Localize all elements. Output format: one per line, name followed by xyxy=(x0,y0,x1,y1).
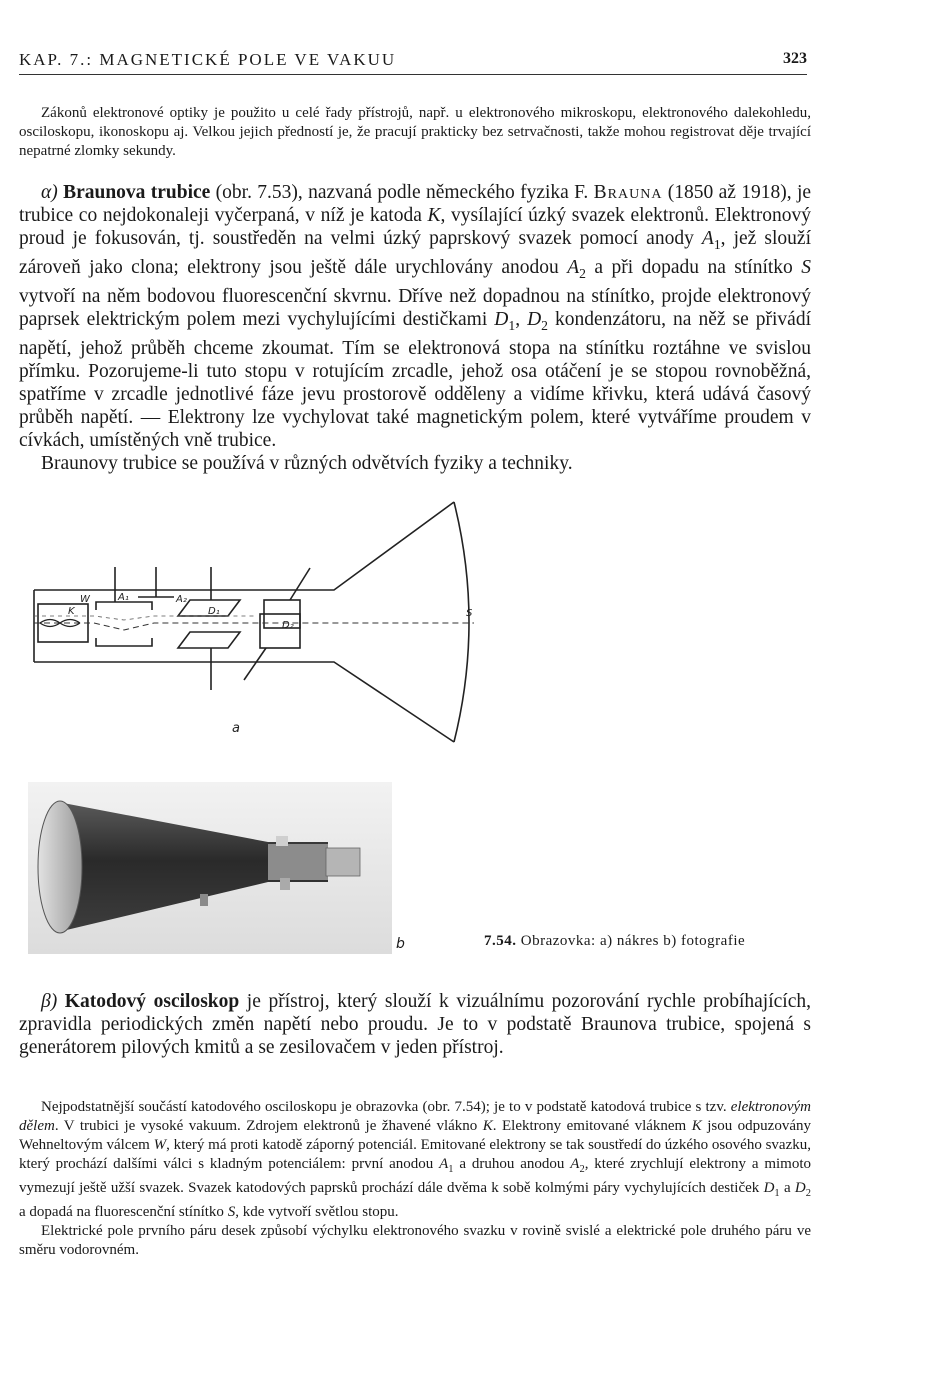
beta-marker: β) xyxy=(41,991,58,1012)
label-b: b xyxy=(396,936,405,952)
beta-term: Katodový osciloskop xyxy=(64,991,240,1012)
label-k: K xyxy=(68,606,75,617)
anode-a1 xyxy=(96,602,152,610)
deflection-plate-d2-back xyxy=(260,614,300,648)
section-alpha xyxy=(19,181,811,475)
section-beta xyxy=(19,990,811,1059)
physicist-name: Brauna xyxy=(593,182,663,203)
alpha-paragraph: α) Braunova trubice (obr. 7.53), nazvaná podle německého fyzika F. Brauna (1850 až 1918), je trubice co nejdokonaleji vyčerpaná, v níž je katoda K, vysílající úzký svazek elektronů. Elektronový proud je fokusován, tj. soustředěn na velmi úzký paprskový svazek pomocí anody $A_1$, jež slouží zároveň jako clona; elektrony jsou ještě dále urychlovány anodou $A_2$ a při dopadu na stínítko S vytvoří na něm bodovou fluorescenční skvrnu. Dříve než dopadnou na stínítko, projde elektronový paprsek elektrickým polem mezi vychylujícími destičkami $D_1$, $D_2$ kondenzátoru, na něž se přivádí napětí, jehož průběh chceme zkoumat. Tím se elektronová stopa na stínítku roztáhne ve svislou přímku. Pozorujeme-li tuto stopu v rotujícím zrcadle, jehož osa otáčení je se stopou rovnoběžná, spatříme v zrcadle jednotlivé fáze jevu prostorově odděleny a vidíme křivku, která udává časový průběh napětí. — Elektrony lze vychylovat také magnetickým polem, které vytváříme proudem v cívkách, umístěných vně trubice. xyxy=(19,182,812,451)
braun-tube-diagram xyxy=(14,492,494,752)
notes xyxy=(19,1098,811,1260)
label-d2: D₂ xyxy=(282,620,294,631)
tube-outline-top xyxy=(34,502,454,590)
alpha-marker: α) xyxy=(41,182,58,203)
label-w: W xyxy=(80,594,90,605)
caption-number: 7.54. xyxy=(484,933,517,949)
electron-beam xyxy=(34,623,474,630)
alpha-second-paragraph: Braunovy trubice se používá v různých odvětvích fyziky a techniky. xyxy=(41,452,573,474)
tube-outline-bottom xyxy=(34,662,454,742)
notes-paragraph-2: Elektrické pole prvního páru desek způsobí výchylku elektronového svazku v rovině svislé a elektrické pole druhého páru ve směru vodorovném. xyxy=(19,1223,811,1258)
tube-screen-face xyxy=(38,801,82,933)
caption-text: Obrazovka: a) nákres b) fotografie xyxy=(520,933,746,949)
deflection-plate-d1-bottom xyxy=(178,632,240,648)
running-title: KAP. 7.: MAGNETICKÉ POLE VE VAKUU xyxy=(19,50,397,69)
tube-photograph xyxy=(28,782,392,954)
label-a2: A₂ xyxy=(176,594,187,605)
label-s: S xyxy=(466,608,473,619)
alpha-term: Braunova trubice xyxy=(63,182,211,203)
notes-paragraph-1: Nejpodstatnější součástí katodového osciloskopu je obrazovka (obr. 7.54); je to v podstatě katodová trubice s tzv. elektronovým dělem. V trubici je vysoké vakuum. Zdrojem elektronů je žhavené vlákno K. Elektrony emitované vláknem K jsou odpuzovány Wehneltovým válcem W, který má proti katodě záporný potenciál. Emitované elektrony se tak soustředí do úzkého osového svazku, který prochází dalšími válci s kladným potenciálem: první anodou $A_1$ a druhou anodou $A_2$, které zrychlují elektrony a mimoto vymezují ještě užší svazek. Svazek katodových paprsků prochází dále dvěma k sobě kolmými páry vychylujících destiček $D_1$ a $D_2$ a dopadá na fluorescenční stínítko S, kde vytvoří světlou stopu. xyxy=(19,1099,812,1220)
running-header xyxy=(19,48,807,75)
label-a: a xyxy=(232,721,240,736)
figure-caption xyxy=(484,933,745,950)
beta-paragraph: β) Katodový osciloskop je přístroj, který slouží k vizuálnímu pozorování rychle probíhajících, zpravidla periodických změn napětí nebo proudu. Je to v podstatě Braunova trubice, spojená s generátorem pilových kmitů a se zesilovačem v jeden přístroj. xyxy=(19,991,811,1058)
fluorescent-screen xyxy=(454,502,469,742)
tube-base xyxy=(326,848,360,876)
label-a1: A₁ xyxy=(118,592,129,603)
label-d1: D₁ xyxy=(208,606,220,617)
page-number: 323 xyxy=(783,50,807,67)
intro-paragraph: Zákonů elektronové optiky je použito u celé řady přístrojů, např. u elektronového mikroskopu, elektronového dalekohledu, osciloskopu, ikonoskopu aj. Velkou jejich předností je, že pracují prakticky bez setrvačnosti, takže mohou registrovat děje trvající nepatrné zlomky sekundy. xyxy=(19,105,811,159)
